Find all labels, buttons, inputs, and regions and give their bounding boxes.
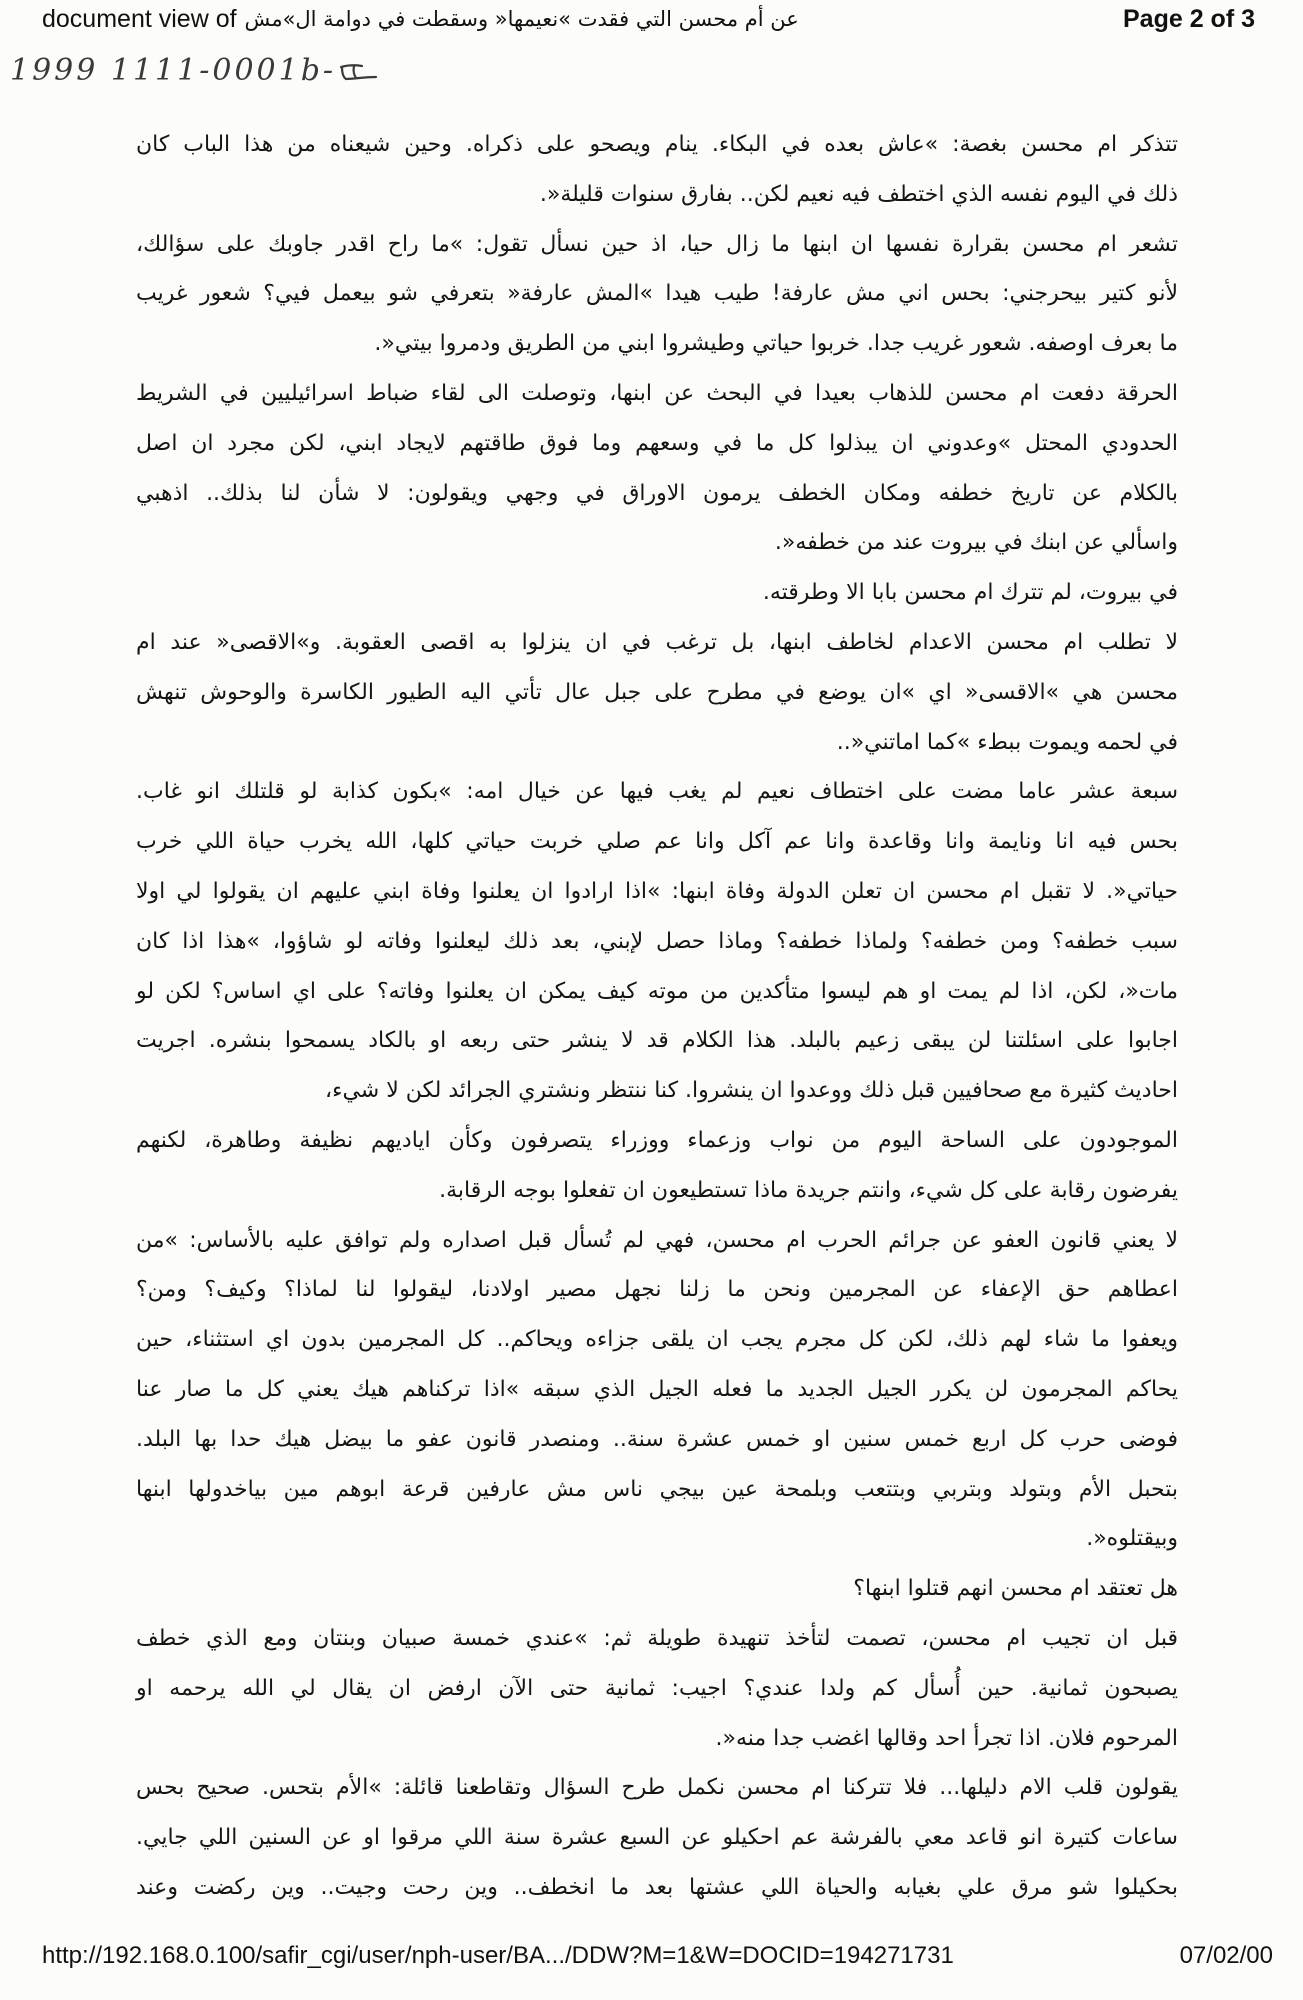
body-line	[134, 967, 1178, 1017]
body-line	[134, 1016, 1178, 1066]
handwritten-annotation	[10, 48, 380, 92]
body-line	[134, 1315, 1178, 1365]
body-line	[134, 1813, 1178, 1863]
body-line-text: تتذكر ام محسن بغصة: »عاش بعده في البكاء. ينام ويصحو على ذكراه. وحين شيعناه من هذا الباب كان	[136, 132, 1178, 157]
body-line-text: يقولون قلب الام دليلها... فلا تتركنا ام محسن نكمل طرح السؤال وتقاطعنا قائلة: »الأم بتحس. صحيح بحس	[136, 1775, 1178, 1801]
document-header	[42, 2, 1255, 36]
body-line-text: في بيروت، لم تترك ام محسن بابا الا وطرقته.	[762, 580, 1178, 606]
body-line-text: قبل ان تجيب ام محسن، تصمت لتأخذ تنهيدة طويلة ثم: »عندي خمسة صبيان وبنتان ومع الذي خطف	[136, 1625, 1178, 1651]
body-line-text: الحدودي المحتل »وعدوني ان يبذلوا كل ما في وسعهم وما فوق طاقتهم لايجاد ابني، لكن مجرد ان اصل	[136, 430, 1178, 456]
body-line-text: الحرقة دفعت ام محسن للذهاب بعيدا في البحث عن ابنها، وتوصلت الى لقاء ضباط اسرائيليين في الشريط	[136, 380, 1178, 406]
body-line	[134, 220, 1178, 270]
body-line-text: في لحمه ويموت ببطء »كما اماتني«..	[836, 729, 1178, 755]
body-line-text: ساعات كتيرة انو قاعد معي بالفرشة عم احكيلو عن السبع عشرة سنة اللي مرقوا او عن السنين اللي جايي.	[136, 1825, 1178, 1851]
body-line	[134, 1216, 1178, 1266]
body-line-text: يفرضون رقابة على كل شيء، وانتم جريدة ماذا تستطيعون ان تفعلوا بوجه الرقابة.	[439, 1177, 1178, 1203]
body-line-text: اجابوا على اسئلتنا لن يبقى زعيم بالبلد. هذا الكلام قد لا ينشر حتى ربعه او بالكاد يسمحوا بنشره. اجريت	[136, 1028, 1178, 1054]
body-line-text: اعطاهم حق الإعفاء عن المجرمين ونحن ما زلنا نجهل مصير اولادنا، ليقولوا لنا لماذا؟ وكيف؟ ومن؟	[136, 1277, 1178, 1303]
body-line-text: يصبحون ثمانية. حين أُسأل كم ولدا عندي؟ اجيب: ثمانية حتى الآن ارفض ان يقال لي الله يرحمه او	[136, 1675, 1178, 1701]
body-line	[134, 319, 1178, 369]
body-line	[134, 1664, 1178, 1714]
body-line	[134, 1166, 1178, 1216]
body-line-text: بحكيلوا شو مرق علي بغيابه والحياة اللي عشتها بعد ما انخطف.. وين رحت وجيت.. وين ركضت وعند	[136, 1874, 1178, 1900]
body-line	[134, 568, 1178, 618]
body-line	[134, 817, 1178, 867]
body-line-text: سبب خطفه؟ ومن خطفه؟ ولماذا خطفه؟ وماذا حصل لإبني، بعد ذلك ليعلنوا وفاته لو شاؤوا، »هذا اذا كان	[136, 928, 1178, 954]
body-line	[134, 618, 1178, 668]
body-line	[134, 1265, 1178, 1315]
document-title: عن أم محسن التي فقدت »نعيمها« وسقطت في دوامة ال»مش	[244, 7, 799, 31]
handwritten-code: 1999 1111-0001b-	[10, 52, 337, 88]
body-line	[134, 1514, 1178, 1564]
body-line	[134, 718, 1178, 768]
body-line	[134, 1365, 1178, 1415]
body-line-text: المرحوم فلان. اذا تجرأ احد وقالها اغضب جدا منه«.	[715, 1725, 1178, 1751]
body-line	[134, 469, 1178, 519]
page-indicator: Page 2 of 3	[1123, 4, 1255, 33]
source-url: http://192.168.0.100/safir_cgi/user/nph-user/BA.../DDW?M=1&W=DOCID=194271731	[42, 1942, 954, 1969]
body-line-text: الموجودون على الساحة اليوم من نواب وزعماء ووزراء يتصرفون وكأن اياديهم نظيفة وطاهرة، لكنهم	[136, 1127, 1178, 1153]
body-line	[134, 1465, 1178, 1515]
print-date: 07/02/00	[1179, 1942, 1273, 1969]
body-line-text: يحاكم المجرمون لن يكرر الجيل الجديد ما فعله الجيل الذي سبقه »اذا تركناهم هيك يعني كل ما صار عنا	[136, 1376, 1178, 1402]
handwritten-mark	[338, 55, 380, 85]
body-line	[134, 917, 1178, 967]
body-line-text: بتحبل الأم وبتولد وبتربي وبتتعب وبلمحة عين بيجي ناس مش عارفين قرعة ابوهم مين بياخدولها ابنها	[136, 1476, 1178, 1502]
body-line-text: بالكلام عن تاريخ خطفه ومكان الخطف يرمون الاوراق في وجهي ويقولون: لا شأن لنا بذلك.. اذهبي	[136, 480, 1178, 506]
body-line	[134, 269, 1178, 319]
body-line	[134, 867, 1178, 917]
body-line-text: فوضى حرب كل اربع خمس سنين او خمس عشرة سنة.. ومنصدر قانون عفو ما بيضل هيك حدا بها البلد.	[136, 1426, 1178, 1452]
body-line-text: واسألي عن ابنك في بيروت عند من خطفه«.	[774, 530, 1178, 556]
body-line-text: بحس فيه انا ونايمة وانا وقاعدة وانا عم آكل وانا عم صلي خربت حياتي كلها، الله يخرب حياة اللي خرب	[136, 829, 1178, 855]
body-line-text: احاديث كثيرة مع صحافيين قبل ذلك ووعدوا ان ينشروا. كنا ننتظر ونشتري الجرائد لكن لا شيء،	[325, 1078, 1178, 1104]
body-line	[134, 170, 1178, 220]
article-body	[134, 120, 1178, 1913]
body-line	[134, 518, 1178, 568]
body-line	[134, 767, 1178, 817]
body-line	[134, 1564, 1178, 1614]
body-line	[134, 1714, 1178, 1764]
body-line	[134, 668, 1178, 718]
body-line	[134, 120, 1178, 170]
body-line	[134, 1614, 1178, 1664]
body-line	[134, 419, 1178, 469]
header-prefix: document view of	[42, 4, 237, 33]
body-line	[134, 1116, 1178, 1166]
body-line	[134, 1763, 1178, 1813]
body-line	[134, 369, 1178, 419]
body-line-text: هل تعتقد ام محسن انهم قتلوا ابنها؟	[853, 1576, 1178, 1602]
body-line-text: ما بعرف اوصفه. شعور غريب جدا. خربوا حياتي وطيشروا ابني من الطريق ودمروا بيتي«.	[374, 331, 1178, 357]
body-line-text: مات«، لكن، اذا لم يمت او هم ليسوا متأكدين من موته كيف يمكن ان يعلنوا وفاته؟ على اي اساس؟ لكن لو	[136, 978, 1178, 1004]
body-line-text: وبيقتلوه«.	[1086, 1526, 1178, 1552]
body-line-text: لا يعني قانون العفو عن جرائم الحرب ام محسن، فهي لم تُسأل قبل اصداره ولم توافق عليه بالأساس: »من	[136, 1227, 1178, 1253]
body-line-text: ويعفوا ما شاء لهم ذلك، لكن كل مجرم يجب ان يلقى جزاءه ويحاكم.. كل المجرمين بدون اي استثناء، حين	[136, 1327, 1178, 1353]
body-line	[134, 1415, 1178, 1465]
body-line-text: محسن هي »الاقسى« اي »ان يوضع في مطرح على جبل عال تأتي اليه الطيور الكاسرة والوحوش تنهش	[136, 679, 1178, 705]
body-line-text: حياتي«. لا تقبل ام محسن ان تعلن الدولة وفاة ابنها: »اذا ارادوا ان يعلنوا وفاة ابني عليهم ان يقولوا لي اولا	[136, 878, 1178, 904]
document-footer	[42, 1938, 1273, 1974]
body-line-text: لأنو كتير بيحرجني: بحس اني مش عارفة! طيب هيدا »المش عارفة« بتعرفي شو بيعمل فيي؟ شعور غريب	[136, 281, 1178, 307]
body-line	[134, 1066, 1178, 1116]
body-line-text: سبعة عشر عاما مضت على اختطاف نعيم لم يغب فيها عن خيال امه: »بكون كذابة لو قلتلك انو غاب.	[136, 779, 1178, 805]
body-line	[134, 1863, 1178, 1913]
body-line-text: تشعر ام محسن بقرارة نفسها ان ابنها ما زال حيا، اذ حين نسأل تقول: »ما راح اقدر جاوبك على سؤالك،	[136, 231, 1178, 257]
body-line-text: لا تطلب ام محسن الاعدام لخاطف ابنها، بل ترغب في ان ينزلوا به اقصى العقوبة. و»الاقصى« عند ام	[136, 629, 1178, 655]
body-line-text: ذلك في اليوم نفسه الذي اختطف فيه نعيم لكن.. بفارق سنوات قليلة«.	[539, 181, 1178, 207]
